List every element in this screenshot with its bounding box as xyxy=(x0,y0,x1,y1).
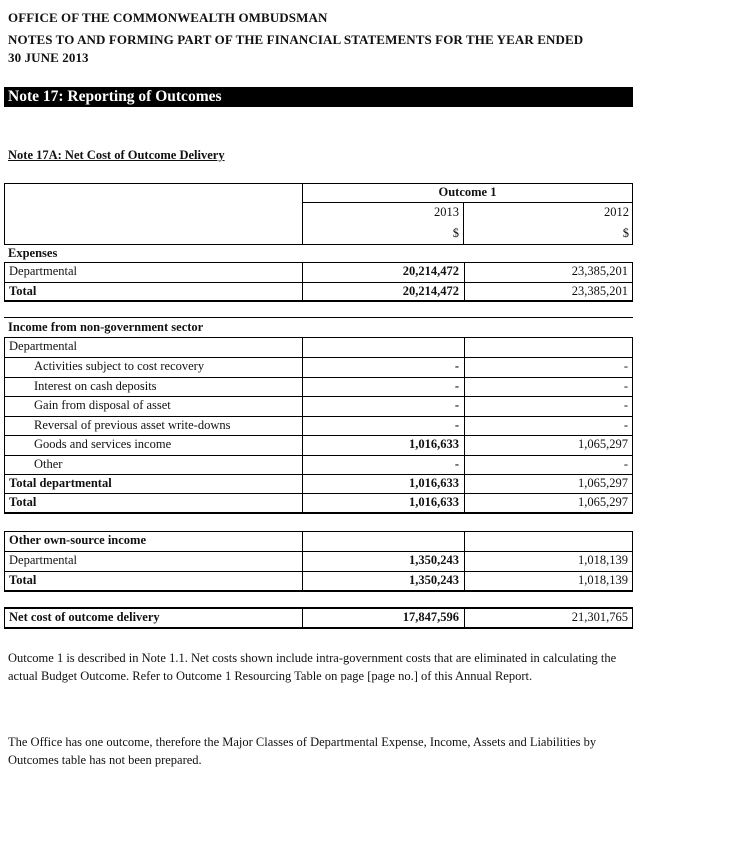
reversal-writedowns-2013: - xyxy=(302,417,463,436)
row-label-net-cost: Net cost of outcome delivery xyxy=(4,609,302,628)
col-header-2012: 2012 xyxy=(604,205,629,219)
interest-cash-2012: - xyxy=(464,378,633,397)
net-cost-2012: 21,301,765 xyxy=(464,609,633,628)
other-own-source-2013 xyxy=(302,532,463,551)
goods-services-2013: 1,016,633 xyxy=(302,436,463,456)
section-expenses: Expenses xyxy=(8,246,58,260)
row-label-other: Other xyxy=(4,456,302,475)
net-cost-bottom-rule xyxy=(4,627,633,629)
row-label-gain-disposal: Gain from disposal of asset xyxy=(4,397,302,417)
statement-title: NOTES TO AND FORMING PART OF THE FINANCIAL STATEMENTS FOR THE YEAR ENDED xyxy=(8,32,584,47)
gain-disposal-2013: - xyxy=(302,397,463,417)
exp-departmental-2013: 20,214,472 xyxy=(302,263,463,283)
outcome-group-header: Outcome 1 xyxy=(438,185,497,199)
section-income-nongov: Income from non-government sector xyxy=(8,320,204,334)
row-label-interest-cash: Interest on cash deposits xyxy=(4,378,302,397)
goods-services-2012: 1,065,297 xyxy=(464,436,633,456)
row-label-oos-departmental: Departmental xyxy=(4,552,302,572)
row-label-goods-services: Goods and services income xyxy=(4,436,302,456)
row-label-total-departmental: Total departmental xyxy=(4,475,302,494)
statement-date: 30 JUNE 2013 xyxy=(8,50,89,65)
row-label-activities-cost: Activities subject to cost recovery xyxy=(4,358,302,378)
gain-disposal-2012: - xyxy=(464,397,633,417)
net-cost-2013: 17,847,596 xyxy=(302,609,463,628)
section-rule xyxy=(4,317,633,318)
note-title: Note 17: Reporting of Outcomes xyxy=(8,88,222,105)
oos-departmental-2013: 1,350,243 xyxy=(302,552,463,572)
row-label-exp-total: Total xyxy=(4,283,302,301)
other-2013: - xyxy=(302,456,463,475)
row-label-reversal-writedowns: Reversal of previous asset write-downs xyxy=(4,417,302,436)
inc-departmental-2012 xyxy=(464,338,633,358)
inc-departmental-2013 xyxy=(302,338,463,358)
inc-total-2012: 1,065,297 xyxy=(464,494,633,512)
oos-departmental-2012: 1,018,139 xyxy=(464,552,633,572)
total-rule xyxy=(4,300,633,302)
total-rule xyxy=(4,512,633,514)
activities-cost-2012: - xyxy=(464,358,633,378)
oos-total-2013: 1,350,243 xyxy=(302,572,463,590)
section-other-own-source: Other own-source income xyxy=(4,532,302,551)
total-rule xyxy=(4,590,633,592)
table-border-left xyxy=(4,183,5,245)
oos-total-2012: 1,018,139 xyxy=(464,572,633,590)
row-label-inc-departmental: Departmental xyxy=(4,338,302,358)
unit-2012: $ xyxy=(622,226,629,240)
note-paragraph-outcome: Outcome 1 is described in Note 1.1. Net costs shown include intra-government costs that are eliminated in calculating the actual Budget Outcome. Refer to Outcome 1 Resourcing Table on page [page no.] of this Annual Report. xyxy=(8,651,617,683)
other-2012: - xyxy=(464,456,633,475)
row-label-exp-departmental: Departmental xyxy=(4,263,302,283)
activities-cost-2013: - xyxy=(302,358,463,378)
unit-2013: $ xyxy=(452,226,459,240)
note-paragraph-major-classes: The Office has one outcome, therefore the Major Classes of Departmental Expense, Income, Assets and Liabilities by Outcomes table has not been prepared. xyxy=(8,735,597,767)
reversal-writedowns-2012: - xyxy=(464,417,633,436)
total-departmental-2013: 1,016,633 xyxy=(302,475,463,494)
inc-total-2013: 1,016,633 xyxy=(302,494,463,512)
other-own-source-2012 xyxy=(464,532,633,551)
exp-total-2012: 23,385,201 xyxy=(464,283,633,301)
col-header-2013: 2013 xyxy=(434,205,459,219)
row-label-inc-total: Total xyxy=(4,494,302,512)
group-header-rule xyxy=(302,202,633,203)
exp-total-2013: 20,214,472 xyxy=(302,283,463,301)
note-title-band xyxy=(4,87,633,107)
total-departmental-2012: 1,065,297 xyxy=(464,475,633,494)
outcome-table xyxy=(4,183,633,629)
org-title: OFFICE OF THE COMMONWEALTH OMBUDSMAN xyxy=(8,10,328,25)
exp-departmental-2012: 23,385,201 xyxy=(464,263,633,283)
interest-cash-2013: - xyxy=(302,378,463,397)
subnote-title: Note 17A: Net Cost of Outcome Delivery xyxy=(8,148,225,162)
row-label-oos-total: Total xyxy=(4,572,302,590)
